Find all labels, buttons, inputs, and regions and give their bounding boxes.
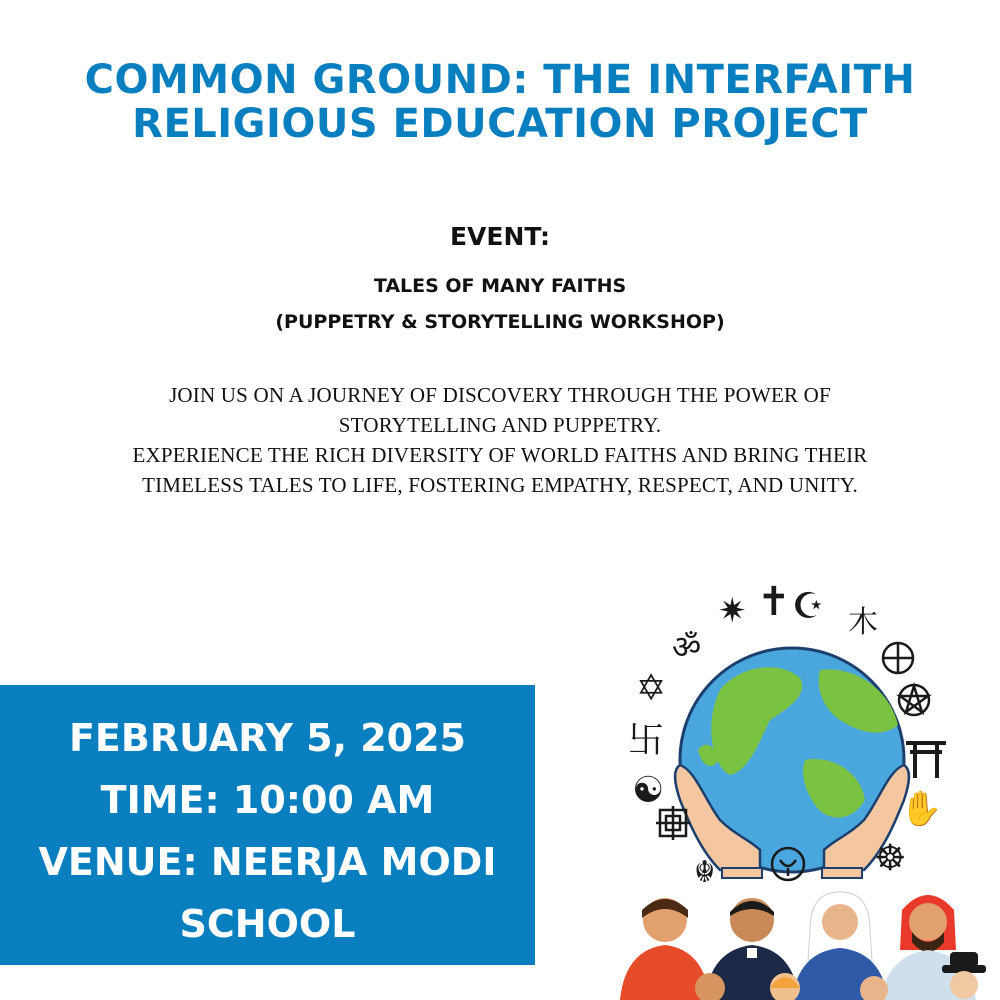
event-description <box>0 380 1000 500</box>
star-icon: ✷ <box>718 591 747 631</box>
om-icon: ॐ <box>672 628 702 666</box>
dharma-wheel-icon: ☸ <box>874 838 907 879</box>
interfaith-illustration <box>610 570 1000 1000</box>
description-line-1: JOIN US ON A JOURNEY OF DISCOVERY THROUGH THE POWER OF <box>169 383 831 407</box>
event-name <box>0 268 1000 340</box>
title-line-2: RELIGIOUS EDUCATION PROJECT <box>132 101 868 147</box>
description-line-4: TIMELESS TALES TO LIFE, FOSTERING EMPATHY, RESPECT, AND UNITY. <box>142 473 858 497</box>
pentacle-icon <box>899 685 929 715</box>
maze-icon <box>656 806 690 840</box>
event-venue-line-1: VENUE: NEERJA MODI <box>38 840 497 884</box>
event-name-line-2: (PUPPETRY & STORYTELLING WORKSHOP) <box>275 311 725 333</box>
circle-cross-icon <box>883 643 913 673</box>
event-venue-line-2: SCHOOL <box>179 902 356 946</box>
crescent-star-icon: ☪ <box>792 586 825 627</box>
event-time: TIME: 10:00 AM <box>100 778 435 822</box>
hamsa-icon: ✋ <box>900 789 943 829</box>
page-title <box>0 58 1000 146</box>
event-date: FEBRUARY 5, 2025 <box>68 716 467 760</box>
tree-icon: 木 <box>848 605 878 640</box>
event-name-line-1: TALES OF MANY FAITHS <box>373 275 627 297</box>
yin-yang-icon: ☯ <box>632 770 665 811</box>
description-line-2: STORYTELLING AND PUPPETRY. <box>338 413 662 437</box>
torii-icon <box>906 743 946 778</box>
swastika-icon: 卐 <box>628 720 665 761</box>
people-group-illustration <box>620 892 986 1000</box>
cross-icon: ✝ <box>757 579 791 625</box>
description-line-3: EXPERIENCE THE RICH DIVERSITY OF WORLD FAITHS AND BRING THEIR <box>132 443 868 467</box>
event-label: EVENT: <box>449 222 551 251</box>
khanda-icon: ☬ <box>694 855 716 890</box>
star-of-david-icon: ✡ <box>636 668 667 709</box>
event-details-box <box>0 685 535 965</box>
title-line-1: COMMON GROUND: THE INTERFAITH <box>84 57 916 103</box>
